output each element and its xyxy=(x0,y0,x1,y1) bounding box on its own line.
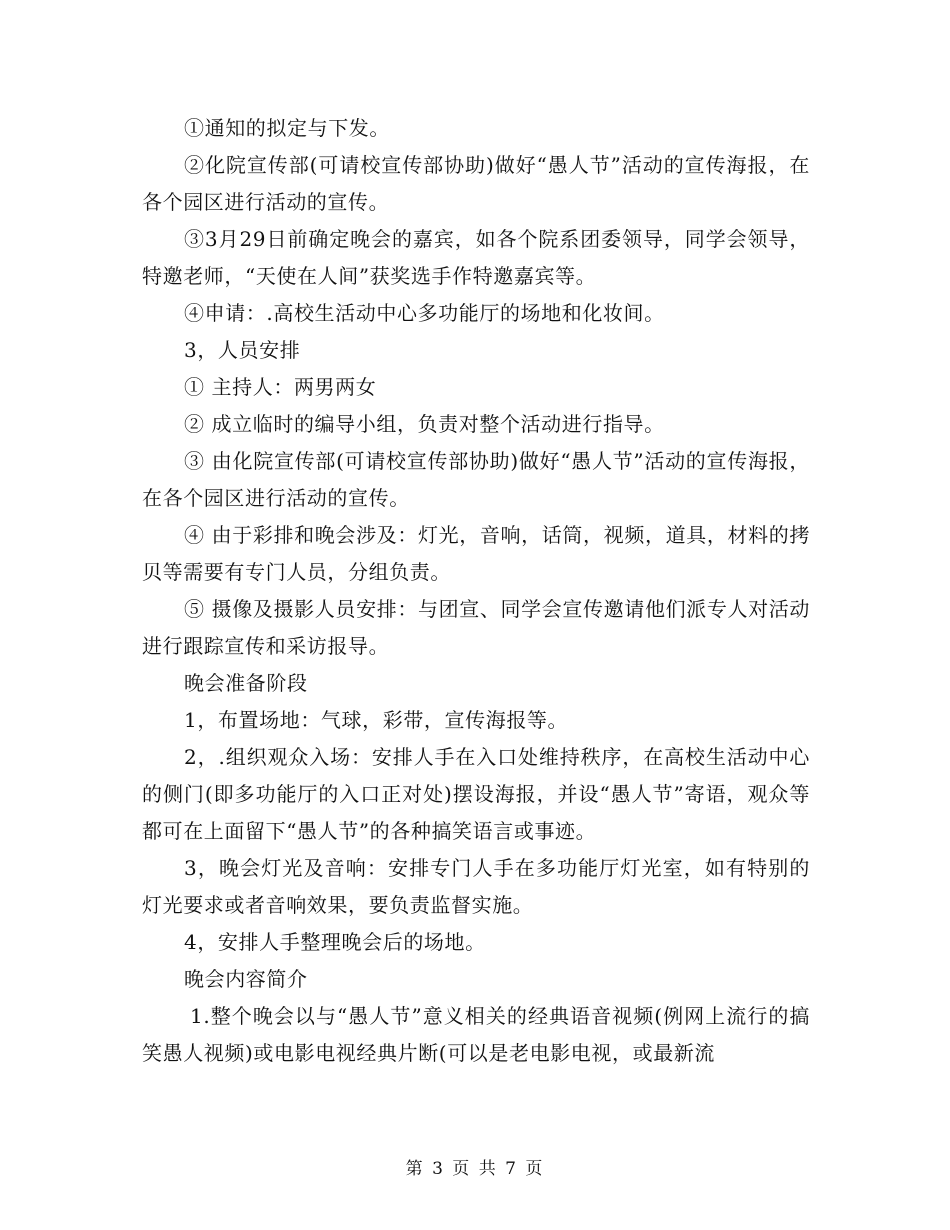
paragraph-directing-group: ② 成立临时的编导小组，负责对整个活动进行指导。 xyxy=(184,412,665,436)
paragraph-rehearsal-equipment: ④ 由于彩排和晚会涉及：灯光，音响，话筒，视频，道具，材料的拷贝等需要有专门人员，分组负责。 xyxy=(142,523,810,584)
page-number-footer: 第 3 页 共 7 页 xyxy=(405,1159,545,1179)
paragraph-venue-application: ④申请：.高校生活动中心多功能厅的场地和化妆间。 xyxy=(184,301,665,325)
paragraph-lighting-sound: 3，晚会灯光及音响：安排专门人手在多功能厅灯光室，如有特别的灯光要求或者音响效果，要负责监督实施。 xyxy=(142,856,810,917)
section-heading-content: 晚会内容简介 xyxy=(184,967,308,991)
paragraph-poster: ②化院宣传部(可请校宣传部协助)做好“愚人节”活动的宣传海报，在各个园区进行活动的宣传。 xyxy=(142,153,810,214)
section-heading-staffing: 3，人员安排 xyxy=(184,338,301,362)
paragraph-audience-entry: 2，.组织观众入场：安排人手在入口处维持秩序，在高校生活动中心的侧门(即多功能厅的入口正对处)摆设海报，并设“愚人节”寄语，观众等都可在上面留下“愚人节”的各种搞笑语言或事迹。 xyxy=(142,745,810,843)
paragraph-content-intro: 1.整个晚会以与“愚人节”意义相关的经典语音视频(例网上流行的搞笑愚人视频)或电影电视经典片断(可以是老电影电视，或最新流 xyxy=(142,1004,810,1065)
paragraph-hosts: ① 主持人：两男两女 xyxy=(184,375,377,399)
paragraph-notice: ①通知的拟定与下发。 xyxy=(184,116,390,140)
paragraph-venue-setup: 1，布置场地：气球，彩带，宣传海报等。 xyxy=(184,708,569,732)
paragraph-publicity: ③ 由化院宣传部(可请校宣传部协助)做好“愚人节”活动的宣传海报，在各个园区进行活动的宣传。 xyxy=(142,449,810,510)
paragraph-guests: ③3月29日前确定晚会的嘉宾，如各个院系团委领导，同学会领导，特邀老师，“天使在人间”获奖选手作特邀嘉宾等。 xyxy=(142,227,810,288)
document-body xyxy=(142,110,810,1072)
paragraph-cleanup: 4，安排人手整理晚会后的场地。 xyxy=(184,930,486,954)
paragraph-photography: ⑤ 摄像及摄影人员安排：与团宣、同学会宣传邀请他们派专人对活动进行跟踪宣传和采访报导。 xyxy=(142,597,810,658)
section-heading-preparation: 晚会准备阶段 xyxy=(184,671,308,695)
